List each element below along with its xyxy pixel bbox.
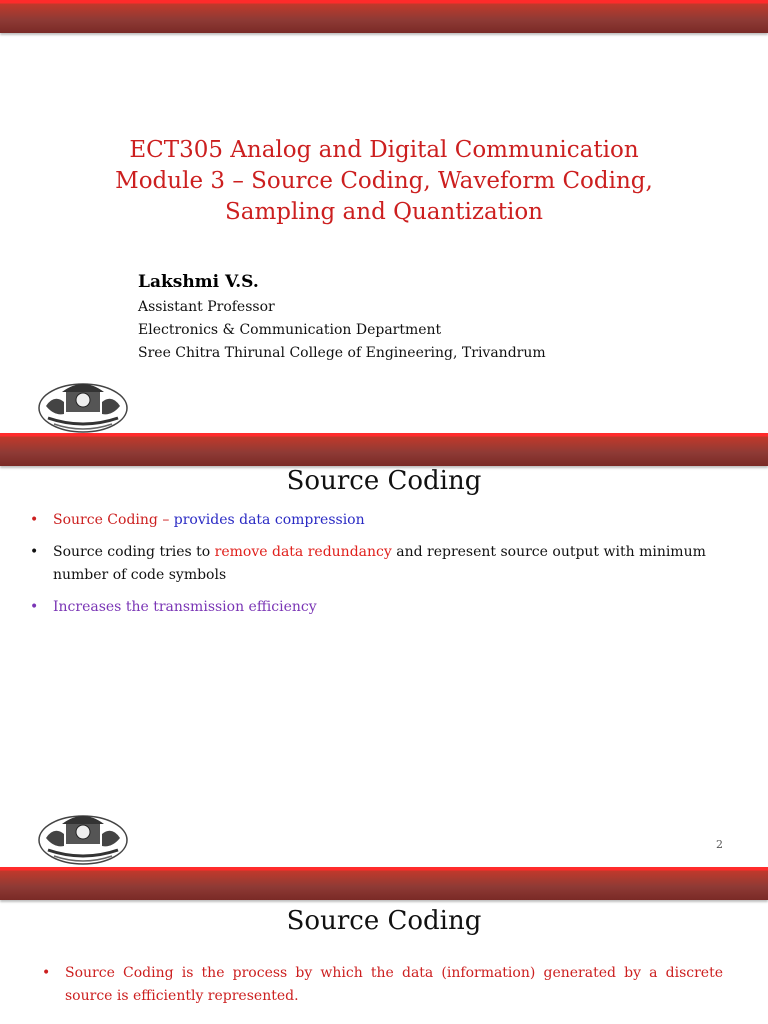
bullet-dot-icon: • (30, 512, 39, 528)
bullet-dot-icon: • (42, 965, 51, 981)
slide1-header-bar (0, 0, 768, 33)
slide2-bullet-3 (30, 596, 745, 619)
author-name: Lakshmi V.S. (138, 272, 259, 292)
slide3-bullet1-text: Source Coding is the process by which the data (information) generated by a discrete source is efficiently represented. (65, 965, 723, 1004)
slide3-bullet-list (42, 962, 723, 1017)
slide2-header-bar (0, 433, 768, 466)
college-emblem-icon (36, 378, 130, 434)
slide2-title: Source Coding (286, 466, 482, 496)
slide3-bullet-1 (42, 962, 723, 1008)
author-college: Sree Chitra Thirunal College of Engineering, Trivandrum (138, 345, 546, 361)
slide2-bullet2-part3: and represent source output with minimum number of code symbols (53, 544, 706, 583)
slide2-page-number: 2 (716, 838, 723, 851)
slide3-header-bar (0, 867, 768, 900)
slide1-title-line1: ECT305 Analog and Digital Communication (129, 137, 639, 163)
slide2-bullet1-part2: provides data compression (173, 512, 365, 528)
slide2-bullet2-part1: Source coding tries to (53, 544, 215, 560)
slide2-bullet-list (30, 509, 745, 628)
slide2-bullet3-text: Increases the transmission efficiency (53, 599, 317, 615)
slide2-bullet1-part1: Source Coding – (53, 512, 174, 528)
author-block (138, 272, 738, 365)
slide1-title (0, 135, 768, 228)
bullet-dot-icon: • (30, 544, 39, 560)
slide2-bullet2-part2: remove data redundancy (214, 544, 392, 560)
author-position: Assistant Professor (138, 299, 275, 315)
college-emblem-icon (36, 810, 130, 866)
author-department: Electronics & Communication Department (138, 322, 442, 338)
bullet-dot-icon: • (30, 599, 39, 615)
slide1-title-line2: Module 3 – Source Coding, Waveform Coding, (115, 168, 653, 194)
slide3-title: Source Coding (286, 906, 482, 936)
slide1-title-line3: Sampling and Quantization (224, 199, 543, 225)
slide2-bullet-2 (30, 541, 745, 587)
slide2-bullet-1 (30, 509, 745, 532)
